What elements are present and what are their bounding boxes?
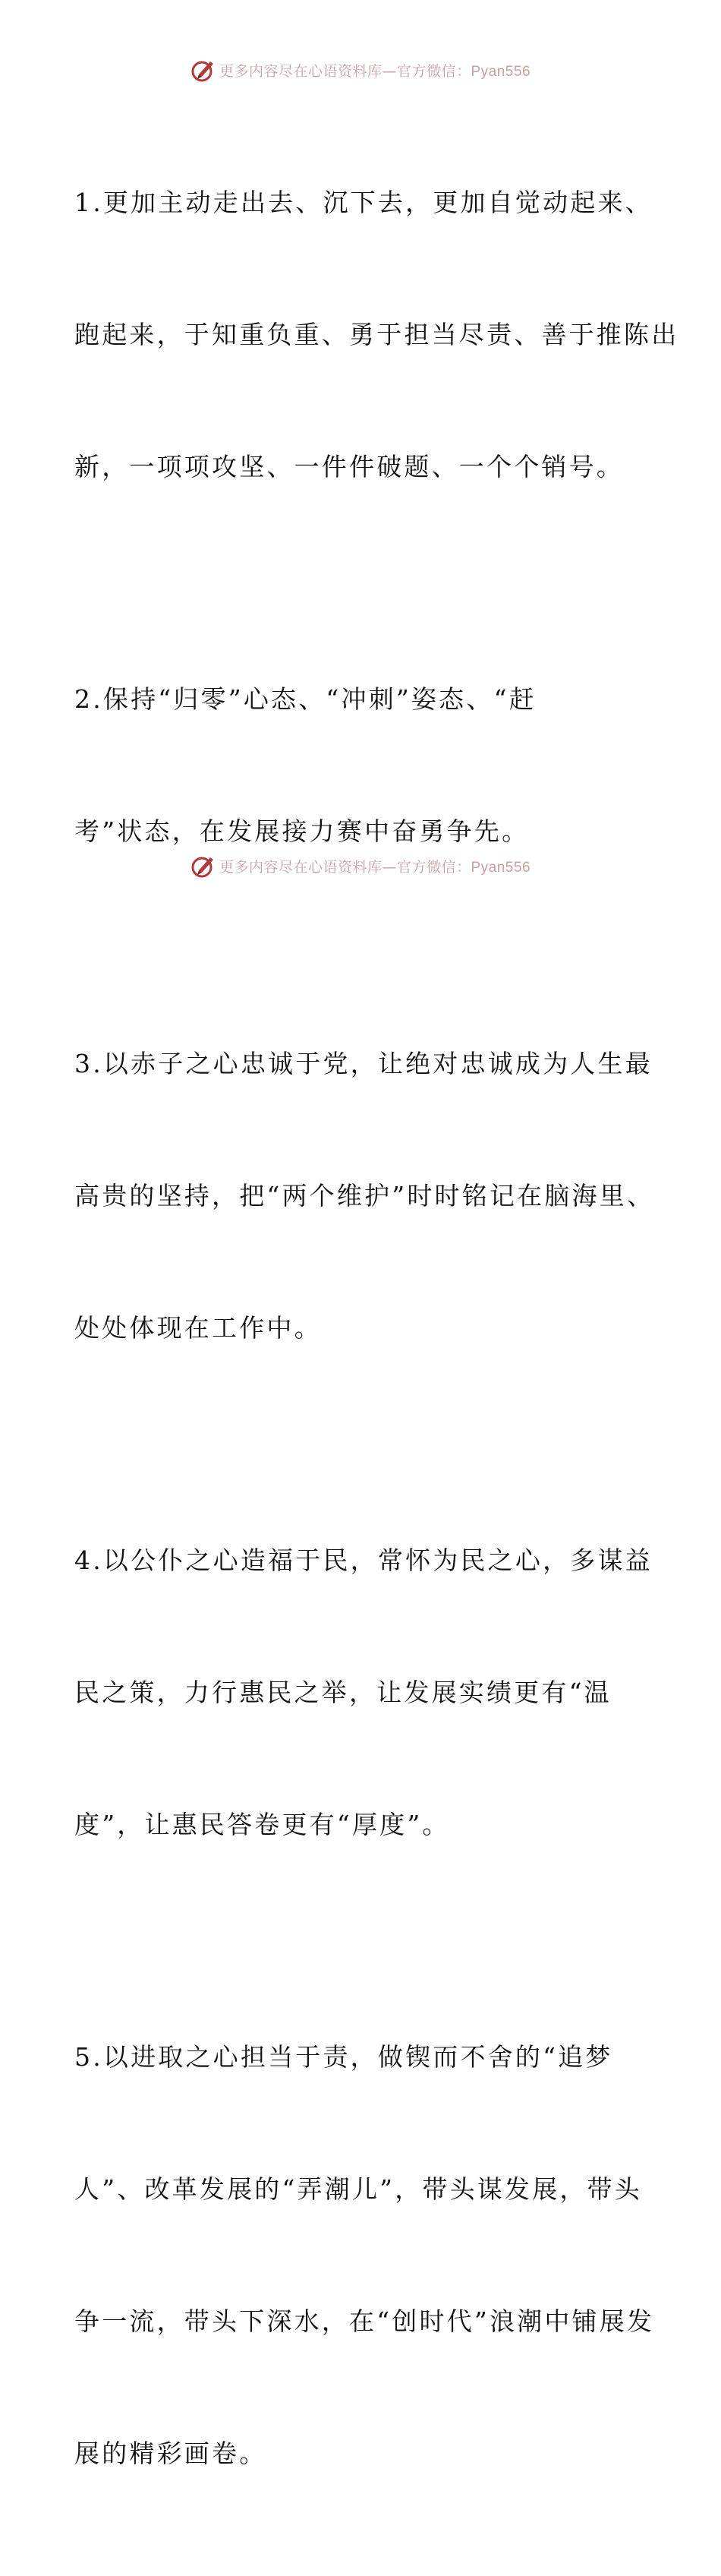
watermark-wechat-id: Pyan556 — [471, 859, 531, 876]
text-line: 2.保持“归零”心态、“冲刺”姿态、“赶 — [74, 684, 537, 714]
watermark-text: 更多内容尽在心语资料库—官方微信： — [219, 62, 471, 80]
text-line: 争一流，带头下深水，在“创时代”浪潮中铺展发 — [74, 2306, 655, 2336]
text-line: 人”、改革发展的“弄潮儿”，带头谋发展，带头 — [74, 2174, 643, 2204]
text-line: 跑起来，于知重负重、勇于担当尽责、善于推陈出 — [74, 320, 679, 349]
text-line: 3.以赤子之心忠诚于党，让绝对忠诚成为人生最 — [74, 1049, 653, 1078]
list-item — [74, 589, 651, 942]
pen-logo-icon — [190, 853, 216, 879]
list-item — [74, 93, 679, 577]
list-item — [74, 1451, 651, 1935]
text-line: 高贵的坚持，把“两个维护”时时铭记在脑海里、 — [74, 1181, 655, 1211]
list-item — [74, 1947, 655, 2564]
text-line: 展的精彩画卷。 — [74, 2439, 267, 2468]
text-line: 考”状态，在发展接力赛中奋勇争先。 — [74, 816, 530, 846]
watermark-wechat-id: Pyan556 — [471, 63, 531, 80]
text-line: 1.更加主动走出去、沉下去，更加自觉动起来、 — [74, 188, 653, 217]
footer-watermark — [0, 851, 721, 881]
pen-logo-icon — [190, 57, 216, 83]
text-line: 新，一项项攻坚、一件件破题、一个个销号。 — [74, 452, 624, 481]
text-line: 民之策，力行惠民之举，让发展实绩更有“温 — [74, 1678, 612, 1707]
text-line: 4.以公仆之心造福于民，常怀为民之心，多谋益 — [74, 1545, 653, 1575]
text-line: 度”，让惠民答卷更有“厚度”。 — [74, 1810, 450, 1839]
document-body — [74, 93, 679, 2576]
watermark-text: 更多内容尽在心语资料库—官方微信： — [219, 858, 471, 876]
text-line: 处处体现在工作中。 — [74, 1313, 322, 1343]
text-line: 5.以进取之心担当于责，做锲而不舍的“追梦 — [74, 2042, 613, 2072]
header-watermark — [0, 55, 721, 85]
list-item — [74, 954, 655, 1438]
